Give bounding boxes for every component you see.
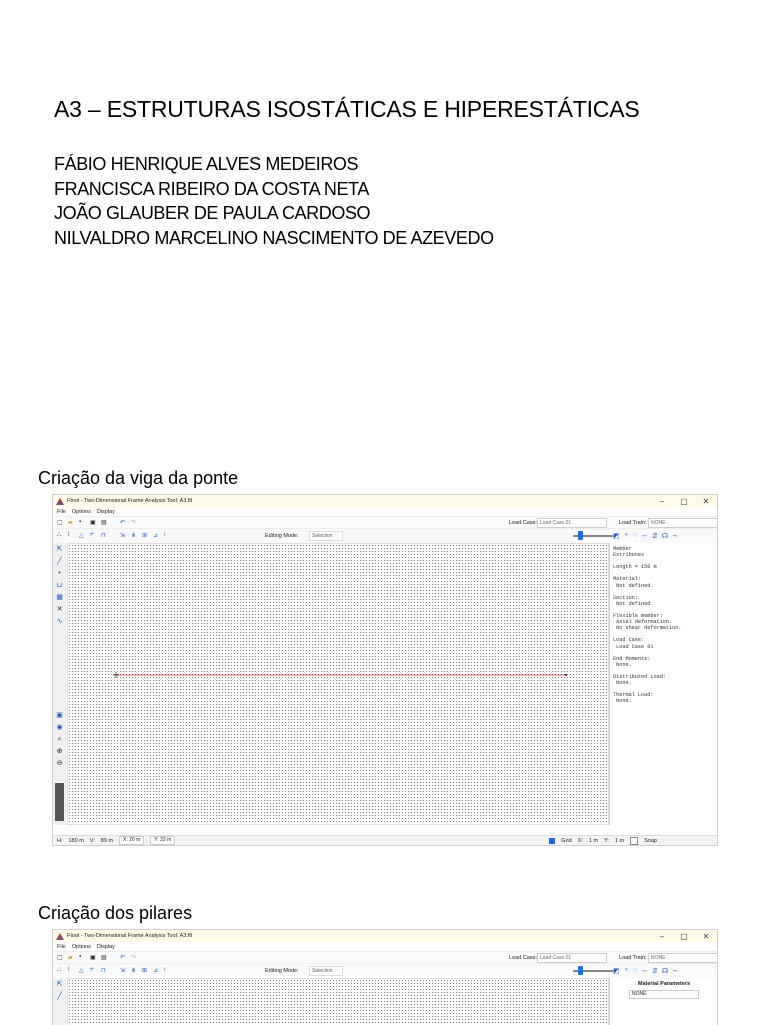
- workspace: [53, 978, 717, 1025]
- menu-display[interactable]: Display: [96, 508, 115, 515]
- status-bar: [53, 835, 717, 845]
- deformed-icon[interactable]: ◩: [613, 533, 620, 540]
- print-icon[interactable]: ▣: [90, 519, 96, 526]
- axial-icon[interactable]: ↔: [641, 532, 649, 539]
- distributed-load-icon[interactable]: ⋔: [131, 533, 137, 539]
- select-cursor-icon[interactable]: ⇱: [56, 546, 63, 553]
- display-icon[interactable]: ▣: [56, 712, 63, 719]
- minimize-button[interactable]: –: [659, 931, 665, 941]
- grid-x-value[interactable]: 1 m: [588, 837, 599, 844]
- frame-icon[interactable]: ⛬: [57, 967, 62, 973]
- result-icons: [613, 532, 678, 540]
- y-coord-field: Y: 33 m: [150, 836, 175, 845]
- h-value: 180 m: [68, 837, 84, 844]
- undo-icon[interactable]: ↶: [120, 954, 126, 961]
- minimize-button[interactable]: –: [659, 496, 665, 506]
- moment-icon[interactable]: ⊿: [153, 968, 159, 974]
- model-toolbar: [53, 528, 717, 543]
- document-title: A3 – ESTRUTURAS ISOSTÁTICAS E HIPERESTÁTICAS: [54, 96, 640, 122]
- menu-options[interactable]: Options: [71, 943, 91, 950]
- author-name: FRANCISCA RIBEIRO DA COSTA NETA: [54, 178, 369, 199]
- caption-beam: Criação da viga da ponte: [38, 468, 239, 488]
- authors-list: [54, 152, 494, 250]
- redo-icon[interactable]: ↷: [131, 519, 137, 526]
- workspace: [53, 543, 717, 835]
- scale-slider-knob[interactable]: [578, 531, 583, 540]
- editing-mode-label: Editing Mode:: [265, 968, 299, 974]
- author-name: NILVALDRO MARCELINO NASCIMENTO DE AZEVEDO: [54, 227, 494, 248]
- moment-diagram-icon[interactable]: ☊: [661, 533, 669, 540]
- portal-icon[interactable]: ⊓: [101, 968, 106, 974]
- load-case-label: Load Case:: [509, 954, 538, 961]
- axial-icon[interactable]: ↔: [641, 967, 649, 974]
- beam-member[interactable]: [68, 544, 608, 824]
- zoom-in-icon[interactable]: ⊕: [56, 748, 63, 755]
- close-button[interactable]: ✕: [702, 931, 710, 941]
- draw-line-icon[interactable]: ╱: [57, 993, 62, 1000]
- new-file-icon[interactable]: ▢: [57, 519, 63, 526]
- model-toolbar: [53, 963, 717, 978]
- grid-checkbox[interactable]: [549, 838, 555, 844]
- close-button[interactable]: ✕: [702, 496, 710, 506]
- load-icon[interactable]: ⇲: [120, 968, 126, 974]
- diagram-icon[interactable]: ♆: [623, 967, 629, 974]
- left-toolbar: [53, 978, 66, 1025]
- draw-node-icon[interactable]: •: [58, 570, 61, 577]
- load-case-label: Load Case:: [509, 519, 538, 526]
- left-toolbar: [53, 543, 66, 825]
- window-titlebar: [53, 495, 717, 507]
- open-folder-icon[interactable]: ▰: [68, 954, 73, 961]
- hinge-icon[interactable]: ⌿: [90, 532, 94, 538]
- print-icon[interactable]: ▣: [90, 954, 96, 961]
- drawing-canvas[interactable]: [67, 543, 609, 825]
- grid-y-value[interactable]: 1 m: [614, 837, 625, 844]
- grid-label: Grid: [561, 837, 572, 844]
- caption-pillars: Criação dos pilares: [38, 903, 193, 923]
- new-file-icon[interactable]: ▢: [57, 954, 63, 961]
- load-icon[interactable]: ⇲: [120, 533, 126, 539]
- copy-icon[interactable]: ▤: [101, 954, 107, 961]
- grid-tool-icon[interactable]: ▦: [56, 594, 63, 601]
- file-toolbar: [53, 516, 717, 528]
- load-train-label: Load Train:: [619, 954, 647, 961]
- displacement-icon[interactable]: ∼: [672, 533, 679, 540]
- snap-checkbox[interactable]: [630, 837, 638, 845]
- menu-bar: [53, 942, 717, 951]
- zoom-out-icon[interactable]: ⊖: [56, 760, 63, 767]
- copy-icon[interactable]: ▤: [101, 519, 107, 526]
- menu-file[interactable]: File: [57, 943, 66, 950]
- shear-icon[interactable]: ⇵: [652, 533, 658, 540]
- undo-icon[interactable]: ↶: [120, 519, 126, 526]
- result-icons: [613, 967, 678, 975]
- grid-load-icon[interactable]: ⊞: [142, 968, 148, 974]
- distributed-load-icon[interactable]: ⋔: [131, 968, 137, 974]
- x-coord-field: X: 20 m: [119, 836, 144, 845]
- displacement-icon[interactable]: ∼: [672, 968, 679, 975]
- globe-icon[interactable]: ◉: [56, 724, 63, 731]
- grid-y-label: Y:: [604, 837, 609, 844]
- section-icon[interactable]: I: [68, 967, 70, 973]
- drawing-canvas[interactable]: [67, 978, 609, 1025]
- author-name: JOÃO GLAUBER DE PAULA CARDOSO: [54, 203, 371, 223]
- material-parameters-panel: [609, 978, 718, 1025]
- ftool-screenshot-pillars: [52, 929, 718, 1025]
- grid-x-label: X:: [577, 837, 583, 844]
- material-parameters-title: Material Parameters: [637, 981, 691, 987]
- hinge-icon[interactable]: ⌿: [90, 967, 94, 973]
- ftool-logo-icon: [56, 933, 64, 940]
- frame-icon[interactable]: ⛬: [57, 532, 62, 538]
- reaction-icon[interactable]: ◌: [632, 532, 638, 539]
- ftool-logo-icon: [56, 498, 64, 505]
- support-icon[interactable]: △: [79, 533, 84, 539]
- load-train-label: Load Train:: [619, 519, 647, 526]
- material-select[interactable]: NONE: [629, 990, 699, 999]
- moment-icon[interactable]: ⊿: [153, 533, 159, 539]
- open-folder-icon[interactable]: ▰: [68, 519, 73, 526]
- file-toolbar: [53, 951, 717, 963]
- maximize-button[interactable]: ▢: [680, 496, 688, 506]
- maximize-button[interactable]: ▢: [680, 931, 688, 941]
- v-label: V:: [89, 837, 95, 844]
- v-value: 89 m: [100, 837, 114, 844]
- portal-icon[interactable]: ⊓: [101, 533, 106, 539]
- ftool-screenshot-beam: [52, 494, 718, 846]
- support-icon[interactable]: △: [79, 968, 84, 974]
- redo-icon[interactable]: ↷: [131, 954, 137, 961]
- load-train-select[interactable]: NONE: [648, 953, 718, 963]
- grid-load-icon[interactable]: ⊞: [142, 533, 148, 539]
- info-icon[interactable]: ı: [164, 532, 166, 538]
- measure-icon[interactable]: ∿: [56, 618, 63, 625]
- h-label: H:: [57, 837, 63, 844]
- delete-icon[interactable]: ✕: [56, 606, 63, 613]
- zoom-icon[interactable]: ⌕: [57, 736, 62, 743]
- load-case-select[interactable]: Load Case 01: [537, 518, 607, 528]
- reaction-icon[interactable]: ◌: [632, 967, 638, 974]
- window-titlebar: [53, 930, 717, 942]
- deformed-icon[interactable]: ◩: [613, 968, 620, 975]
- editing-mode-label: Editing Mode:: [265, 533, 299, 539]
- load-train-select[interactable]: NONE: [648, 518, 718, 528]
- load-case-select[interactable]: Load Case 01: [537, 953, 607, 963]
- menu-options[interactable]: Options: [71, 508, 91, 515]
- member-properties-panel: Member Estribunes Length = 150 m Material: Not defined. Section: Not defined. Flexible member: Axial deformation. No shear deformation. Load Case: Load Case 01 End Moments: None. Distributed Load: None. Thermal Load: None.: [609, 543, 716, 825]
- menu-bar: [53, 507, 717, 516]
- window-title: Ftool - Two-Dimensional Frame Analysis Tool: A3.ftl: [67, 933, 193, 939]
- window-title: Ftool - Two-Dimensional Frame Analysis Tool: A3.ftl: [67, 498, 193, 504]
- save-icon[interactable]: ▪: [79, 953, 82, 960]
- menu-display[interactable]: Display: [96, 943, 115, 950]
- section-icon[interactable]: I: [68, 532, 70, 538]
- menu-file[interactable]: File: [57, 508, 66, 515]
- vertical-scrollbar[interactable]: [55, 783, 64, 821]
- editing-mode-select[interactable]: Selection: [309, 966, 343, 976]
- draw-frame-icon[interactable]: ⊔: [56, 582, 63, 589]
- author-name: FÁBIO HENRIQUE ALVES MEDEIROS: [54, 154, 359, 174]
- draw-line-icon[interactable]: ╱: [57, 558, 62, 565]
- info-icon[interactable]: ı: [164, 967, 166, 973]
- save-icon[interactable]: ▪: [79, 518, 82, 525]
- moment-diagram-icon[interactable]: ☊: [661, 968, 669, 975]
- select-cursor-icon[interactable]: ⇱: [56, 981, 63, 988]
- snap-label: Snap: [644, 837, 657, 844]
- editing-mode-select[interactable]: Selection: [309, 531, 343, 541]
- scale-slider-knob[interactable]: [578, 966, 583, 975]
- diagram-icon[interactable]: ♆: [623, 532, 629, 539]
- shear-icon[interactable]: ⇵: [652, 968, 658, 975]
